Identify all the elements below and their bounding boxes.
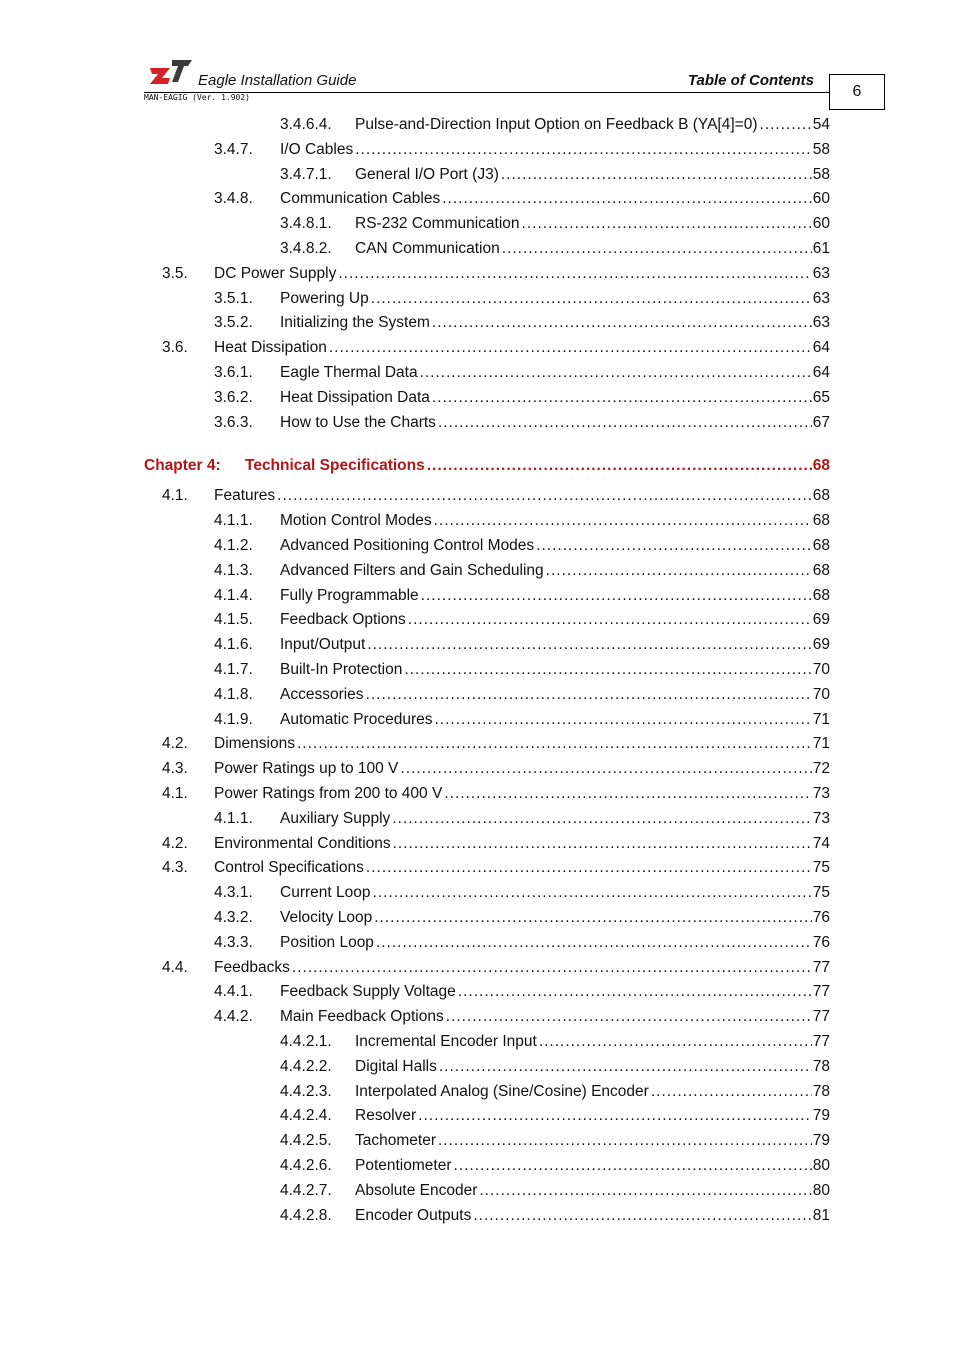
toc-entry[interactable] [0, 512, 954, 532]
toc-entry-page: 76 [812, 933, 830, 951]
toc-entry-title: How to Use the Charts [280, 413, 436, 431]
toc-entry[interactable] [0, 636, 954, 656]
elmo-logo-icon [148, 58, 194, 88]
toc-entry-title: Pulse-and-Direction Input Option on Feedback B (YA[4]=0) [355, 116, 758, 133]
toc-entry-page: 81 [812, 1206, 830, 1224]
toc-entry-number: 4.3.2. [214, 909, 253, 926]
toc-entry[interactable] [0, 1058, 954, 1078]
toc-entry[interactable] [0, 190, 954, 210]
toc-entry[interactable] [0, 414, 954, 434]
toc-dot-leader [372, 884, 811, 902]
toc-entry-number: Chapter 4: [144, 457, 221, 475]
toc-entry-title: Accessories [280, 685, 364, 703]
toc-entry[interactable] [0, 587, 954, 607]
toc-entry-page: 80 [812, 1181, 830, 1199]
toc-entry-page: 65 [812, 388, 830, 406]
toc-entry-page: 63 [812, 314, 830, 332]
toc-entry-title: Digital Halls [355, 1057, 437, 1075]
toc-entry-title: Interpolated Analog (Sine/Cosine) Encoder [355, 1082, 649, 1100]
toc-entry-page: 74 [812, 834, 830, 852]
toc-entry-number: 3.6.2. [214, 388, 253, 406]
toc-entry-page: 64 [812, 339, 830, 357]
toc-entry-number: 4.4.1. [214, 983, 253, 1001]
toc-entry-number: 3.6.1. [214, 364, 253, 381]
toc-entry-page: 73 [812, 809, 830, 827]
toc-entry-page: 77 [812, 983, 830, 1001]
toc-entry[interactable] [0, 141, 954, 161]
toc-entry-page: 54 [812, 116, 830, 133]
toc-entry[interactable] [0, 959, 954, 979]
toc-dot-leader [393, 835, 812, 853]
toc-entry-title: Fully Programmable [280, 586, 419, 604]
toc-entry-number: 3.5.2. [214, 314, 253, 332]
toc-dot-leader [418, 1107, 812, 1125]
toc-entry-title: DC Power Supply [214, 264, 337, 282]
toc-entry-title: Heat Dissipation [214, 339, 327, 357]
toc-entry-number: 3.5. [162, 264, 188, 282]
toc-entry-page: 77 [812, 958, 830, 976]
toc-entry-page: 68 [812, 586, 830, 604]
toc-entry-number: 3.4.8.1. [280, 215, 332, 233]
toc-entry-number: 4.1.7. [214, 661, 253, 678]
toc-entry-title: Features [214, 487, 276, 505]
toc-entry-page: 71 [812, 710, 830, 728]
toc-entry-number: 4.4.2.5. [280, 1132, 332, 1150]
toc-entry-number: 4.4.2.3. [280, 1082, 332, 1100]
toc-entry-number: 4.3.3. [214, 933, 253, 951]
toc-entry-page: 80 [812, 1157, 830, 1174]
toc-dot-leader [522, 215, 812, 233]
toc-entry-title: Power Ratings from 200 to 400 V [214, 785, 443, 802]
toc-entry-page: 70 [812, 661, 830, 678]
toc-entry-title: Position Loop [280, 933, 374, 951]
toc-dot-leader [376, 934, 812, 952]
toc-dot-leader [292, 959, 812, 977]
toc-entry-page: 68 [812, 457, 830, 475]
toc-entry-number: 4.1.5. [214, 611, 253, 629]
toc-entry-number: 4.4.2.7. [280, 1181, 332, 1199]
toc-entry[interactable] [0, 364, 954, 384]
toc-entry-page: 68 [812, 487, 830, 505]
toc-entry-title: Automatic Procedures [280, 710, 433, 728]
toc-dot-leader [400, 760, 811, 778]
toc-entry-title: Technical Specifications [245, 457, 425, 475]
toc-entry[interactable] [0, 240, 954, 260]
toc-entry-page: 75 [812, 884, 830, 902]
toc-entry-page: 73 [812, 785, 830, 802]
toc-entry-title: Feedbacks [214, 958, 290, 976]
toc-entry-title: Feedback Supply Voltage [280, 983, 456, 1001]
toc-entry-page: 68 [812, 512, 830, 530]
toc-entry-number: 4.4.2.2. [280, 1057, 332, 1075]
toc-entry-number: 4.4.2. [214, 1008, 253, 1026]
toc-entry[interactable] [0, 116, 954, 136]
toc-entry-page: 67 [812, 413, 830, 431]
toc-entry-page: 77 [812, 1008, 830, 1026]
toc-entry[interactable] [0, 1157, 954, 1177]
toc-entry-number: 3.5.1. [214, 289, 253, 307]
toc-entry-title: Motion Control Modes [280, 512, 432, 530]
toc-entry[interactable] [0, 934, 954, 954]
toc-entry-page: 69 [812, 611, 830, 629]
toc-entry-page: 60 [812, 190, 830, 208]
toc-entry-number: 3.6.3. [214, 413, 253, 431]
toc-entry-title: Communication Cables [280, 190, 441, 208]
toc-entry-title: Incremental Encoder Input [355, 1033, 537, 1050]
toc-entry-number: 4.1. [162, 487, 188, 505]
toc-entry-page: 78 [812, 1082, 830, 1100]
toc-dot-leader [760, 116, 812, 134]
toc-entry-page: 58 [812, 140, 830, 158]
toc-dot-leader [421, 587, 812, 605]
toc-entry-title: Advanced Filters and Gain Scheduling [280, 561, 544, 579]
toc-entry[interactable] [0, 562, 954, 582]
toc-entry[interactable] [0, 290, 954, 310]
toc-entry[interactable] [0, 487, 954, 507]
toc-dot-leader [366, 686, 812, 704]
toc-entry-title: Input/Output [280, 636, 366, 654]
toc-entry-title: RS-232 Communication [355, 215, 520, 233]
toc-entry-title: General I/O Port (J3) [355, 165, 499, 183]
toc-entry-title: Velocity Loop [280, 909, 373, 926]
toc-dot-leader [444, 785, 811, 803]
toc-entry-title: Environmental Conditions [214, 834, 391, 852]
toc-dot-leader [355, 141, 812, 159]
toc-entry-page: 68 [812, 537, 830, 554]
toc-dot-leader [502, 240, 812, 258]
toc-entry[interactable] [0, 686, 954, 706]
toc-dot-leader [442, 190, 812, 208]
toc-entry-title: Powering Up [280, 289, 369, 307]
toc-dot-leader [479, 1182, 811, 1200]
toc-entry[interactable] [0, 215, 954, 235]
toc-dot-leader [367, 636, 811, 654]
toc-entry-title: Main Feedback Options [280, 1008, 444, 1026]
toc-entry[interactable] [0, 661, 954, 681]
toc-dot-leader [439, 1058, 812, 1076]
toc-entry-number: 4.3. [162, 760, 188, 778]
toc-dot-leader [651, 1083, 812, 1101]
toc-entry[interactable] [0, 265, 954, 285]
toc-dot-leader [539, 1033, 812, 1051]
toc-entry-title: Absolute Encoder [355, 1181, 478, 1199]
toc-entry[interactable] [0, 1207, 954, 1227]
toc-entry-number: 4.1.2. [214, 537, 253, 554]
toc-entry-page: 76 [812, 909, 830, 926]
toc-dot-leader [329, 339, 812, 357]
toc-entry-title: Power Ratings up to 100 V [214, 760, 399, 778]
toc-entry[interactable] [0, 611, 954, 631]
toc-entry-page: 71 [812, 735, 830, 753]
version-label: MAN-EAGIG (Ver. 1.902) [144, 93, 250, 102]
toc-dot-leader [366, 859, 812, 877]
toc-entry-number: 3.6. [162, 339, 188, 357]
toc-chapter-entry[interactable] [0, 457, 954, 477]
document-title: Eagle Installation Guide [198, 72, 357, 89]
toc-dot-leader [408, 611, 812, 629]
toc-entry-page: 61 [812, 240, 830, 257]
toc-entry-title: Tachometer [355, 1132, 436, 1150]
toc-entry[interactable] [0, 1107, 954, 1127]
page-number: 6 [829, 74, 885, 110]
toc-entry-number: 4.4.2.8. [280, 1206, 332, 1224]
toc-entry-page: 79 [812, 1107, 830, 1125]
toc-dot-leader [454, 1157, 812, 1175]
toc-entry-number: 3.4.7.1. [280, 165, 332, 183]
toc-entry-page: 75 [812, 859, 830, 877]
toc-entry-page: 77 [812, 1033, 830, 1050]
toc-entry[interactable] [0, 1083, 954, 1103]
toc-entry-title: Feedback Options [280, 611, 406, 629]
toc-entry-number: 4.1.8. [214, 685, 253, 703]
toc-entry-title: Advanced Positioning Control Modes [280, 537, 535, 554]
toc-entry-number: 3.4.7. [214, 140, 253, 158]
toc-entry-page: 68 [812, 561, 830, 579]
toc-entry-number: 4.1.3. [214, 561, 253, 579]
toc-dot-leader [338, 265, 811, 283]
toc-dot-leader [536, 537, 812, 555]
toc-dot-leader [404, 661, 811, 679]
toc-dot-leader [501, 166, 812, 184]
toc-entry[interactable] [0, 909, 954, 929]
toc-entry-page: 78 [812, 1057, 830, 1075]
section-title: Table of Contents [687, 72, 814, 89]
toc-entry-number: 4.4.2.4. [280, 1107, 332, 1125]
toc-entry-title: I/O Cables [280, 140, 354, 158]
toc-entry-title: Built-In Protection [280, 661, 403, 678]
toc-entry-title: Potentiometer [355, 1157, 452, 1174]
toc-entry-number: 4.1.1. [214, 809, 253, 827]
toc-entry[interactable] [0, 1033, 954, 1053]
toc-entry-number: 4.2. [162, 834, 188, 852]
toc-entry[interactable] [0, 835, 954, 855]
toc-entry-page: 72 [812, 760, 830, 778]
toc-entry[interactable] [0, 1132, 954, 1152]
toc-entry-title: Heat Dissipation Data [280, 388, 430, 406]
toc-dot-leader [458, 983, 812, 1001]
toc-entry-number: 4.1.1. [214, 512, 253, 530]
toc-dot-leader [420, 364, 812, 382]
toc-entry-number: 3.4.8.2. [280, 240, 332, 257]
toc-entry-title: Control Specifications [214, 859, 364, 877]
toc-entry-title: Current Loop [280, 884, 371, 902]
toc-dot-leader [297, 735, 812, 753]
toc-dot-leader [432, 389, 812, 407]
toc-entry-number: 4.4.2.1. [280, 1033, 332, 1050]
toc-entry[interactable] [0, 314, 954, 334]
toc-entry-number: 4.1. [162, 785, 188, 802]
toc-entry[interactable] [0, 389, 954, 409]
toc-entry-page: 58 [812, 165, 830, 183]
toc-entry-number: 3.4.8. [214, 190, 253, 208]
toc-entry[interactable] [0, 983, 954, 1003]
toc-dot-leader [434, 512, 812, 530]
toc-entry-number: 4.1.6. [214, 636, 253, 654]
toc-entry-title: Dimensions [214, 735, 295, 753]
toc-entry-number: 4.1.9. [214, 710, 253, 728]
toc-entry[interactable] [0, 810, 954, 830]
toc-entry[interactable] [0, 166, 954, 186]
toc-entry-title: Auxiliary Supply [280, 809, 391, 827]
toc-dot-leader [432, 314, 812, 332]
toc-entry[interactable] [0, 537, 954, 557]
toc-entry-page: 79 [812, 1132, 830, 1150]
toc-entry-page: 63 [812, 289, 830, 307]
toc-dot-leader [438, 414, 812, 432]
toc-entry[interactable] [0, 760, 954, 780]
toc-dot-leader [374, 909, 812, 927]
toc-entry-page: 64 [812, 364, 830, 381]
toc-dot-leader [438, 1132, 812, 1150]
toc-entry-page: 69 [812, 636, 830, 654]
toc-entry[interactable] [0, 339, 954, 359]
toc-entry-number: 4.4.2.6. [280, 1157, 332, 1174]
toc-entry[interactable] [0, 1182, 954, 1202]
toc-entry-title: Encoder Outputs [355, 1206, 472, 1224]
toc-entry-number: 4.3.1. [214, 884, 253, 902]
toc-entry-title: CAN Communication [355, 240, 500, 257]
toc-entry-number: 4.1.4. [214, 586, 253, 604]
toc-entry-title: Resolver [355, 1107, 417, 1125]
toc-entry-number: 4.3. [162, 859, 188, 877]
toc-entry-page: 63 [812, 264, 830, 282]
toc-entry[interactable] [0, 785, 954, 805]
toc-dot-leader [392, 810, 811, 828]
toc-entry[interactable] [0, 859, 954, 879]
toc-dot-leader [446, 1008, 812, 1026]
toc-entry-title: Initializing the System [280, 314, 430, 332]
toc-entry-page: 70 [812, 685, 830, 703]
toc-entry-number: 3.4.6.4. [280, 116, 332, 133]
toc-entry[interactable] [0, 735, 954, 755]
toc-dot-leader [427, 457, 812, 475]
toc-entry[interactable] [0, 711, 954, 731]
toc-dot-leader [546, 562, 812, 580]
page-header [144, 56, 830, 102]
toc-entry[interactable] [0, 1008, 954, 1028]
toc-entry-title: Eagle Thermal Data [280, 364, 418, 381]
toc-dot-leader [473, 1207, 811, 1225]
toc-dot-leader [277, 487, 812, 505]
toc-entry-number: 4.2. [162, 735, 188, 753]
toc-dot-leader [371, 290, 812, 308]
toc-dot-leader [435, 711, 812, 729]
toc-entry-page: 60 [812, 215, 830, 233]
toc-entry[interactable] [0, 884, 954, 904]
toc-entry-number: 4.4. [162, 958, 188, 976]
